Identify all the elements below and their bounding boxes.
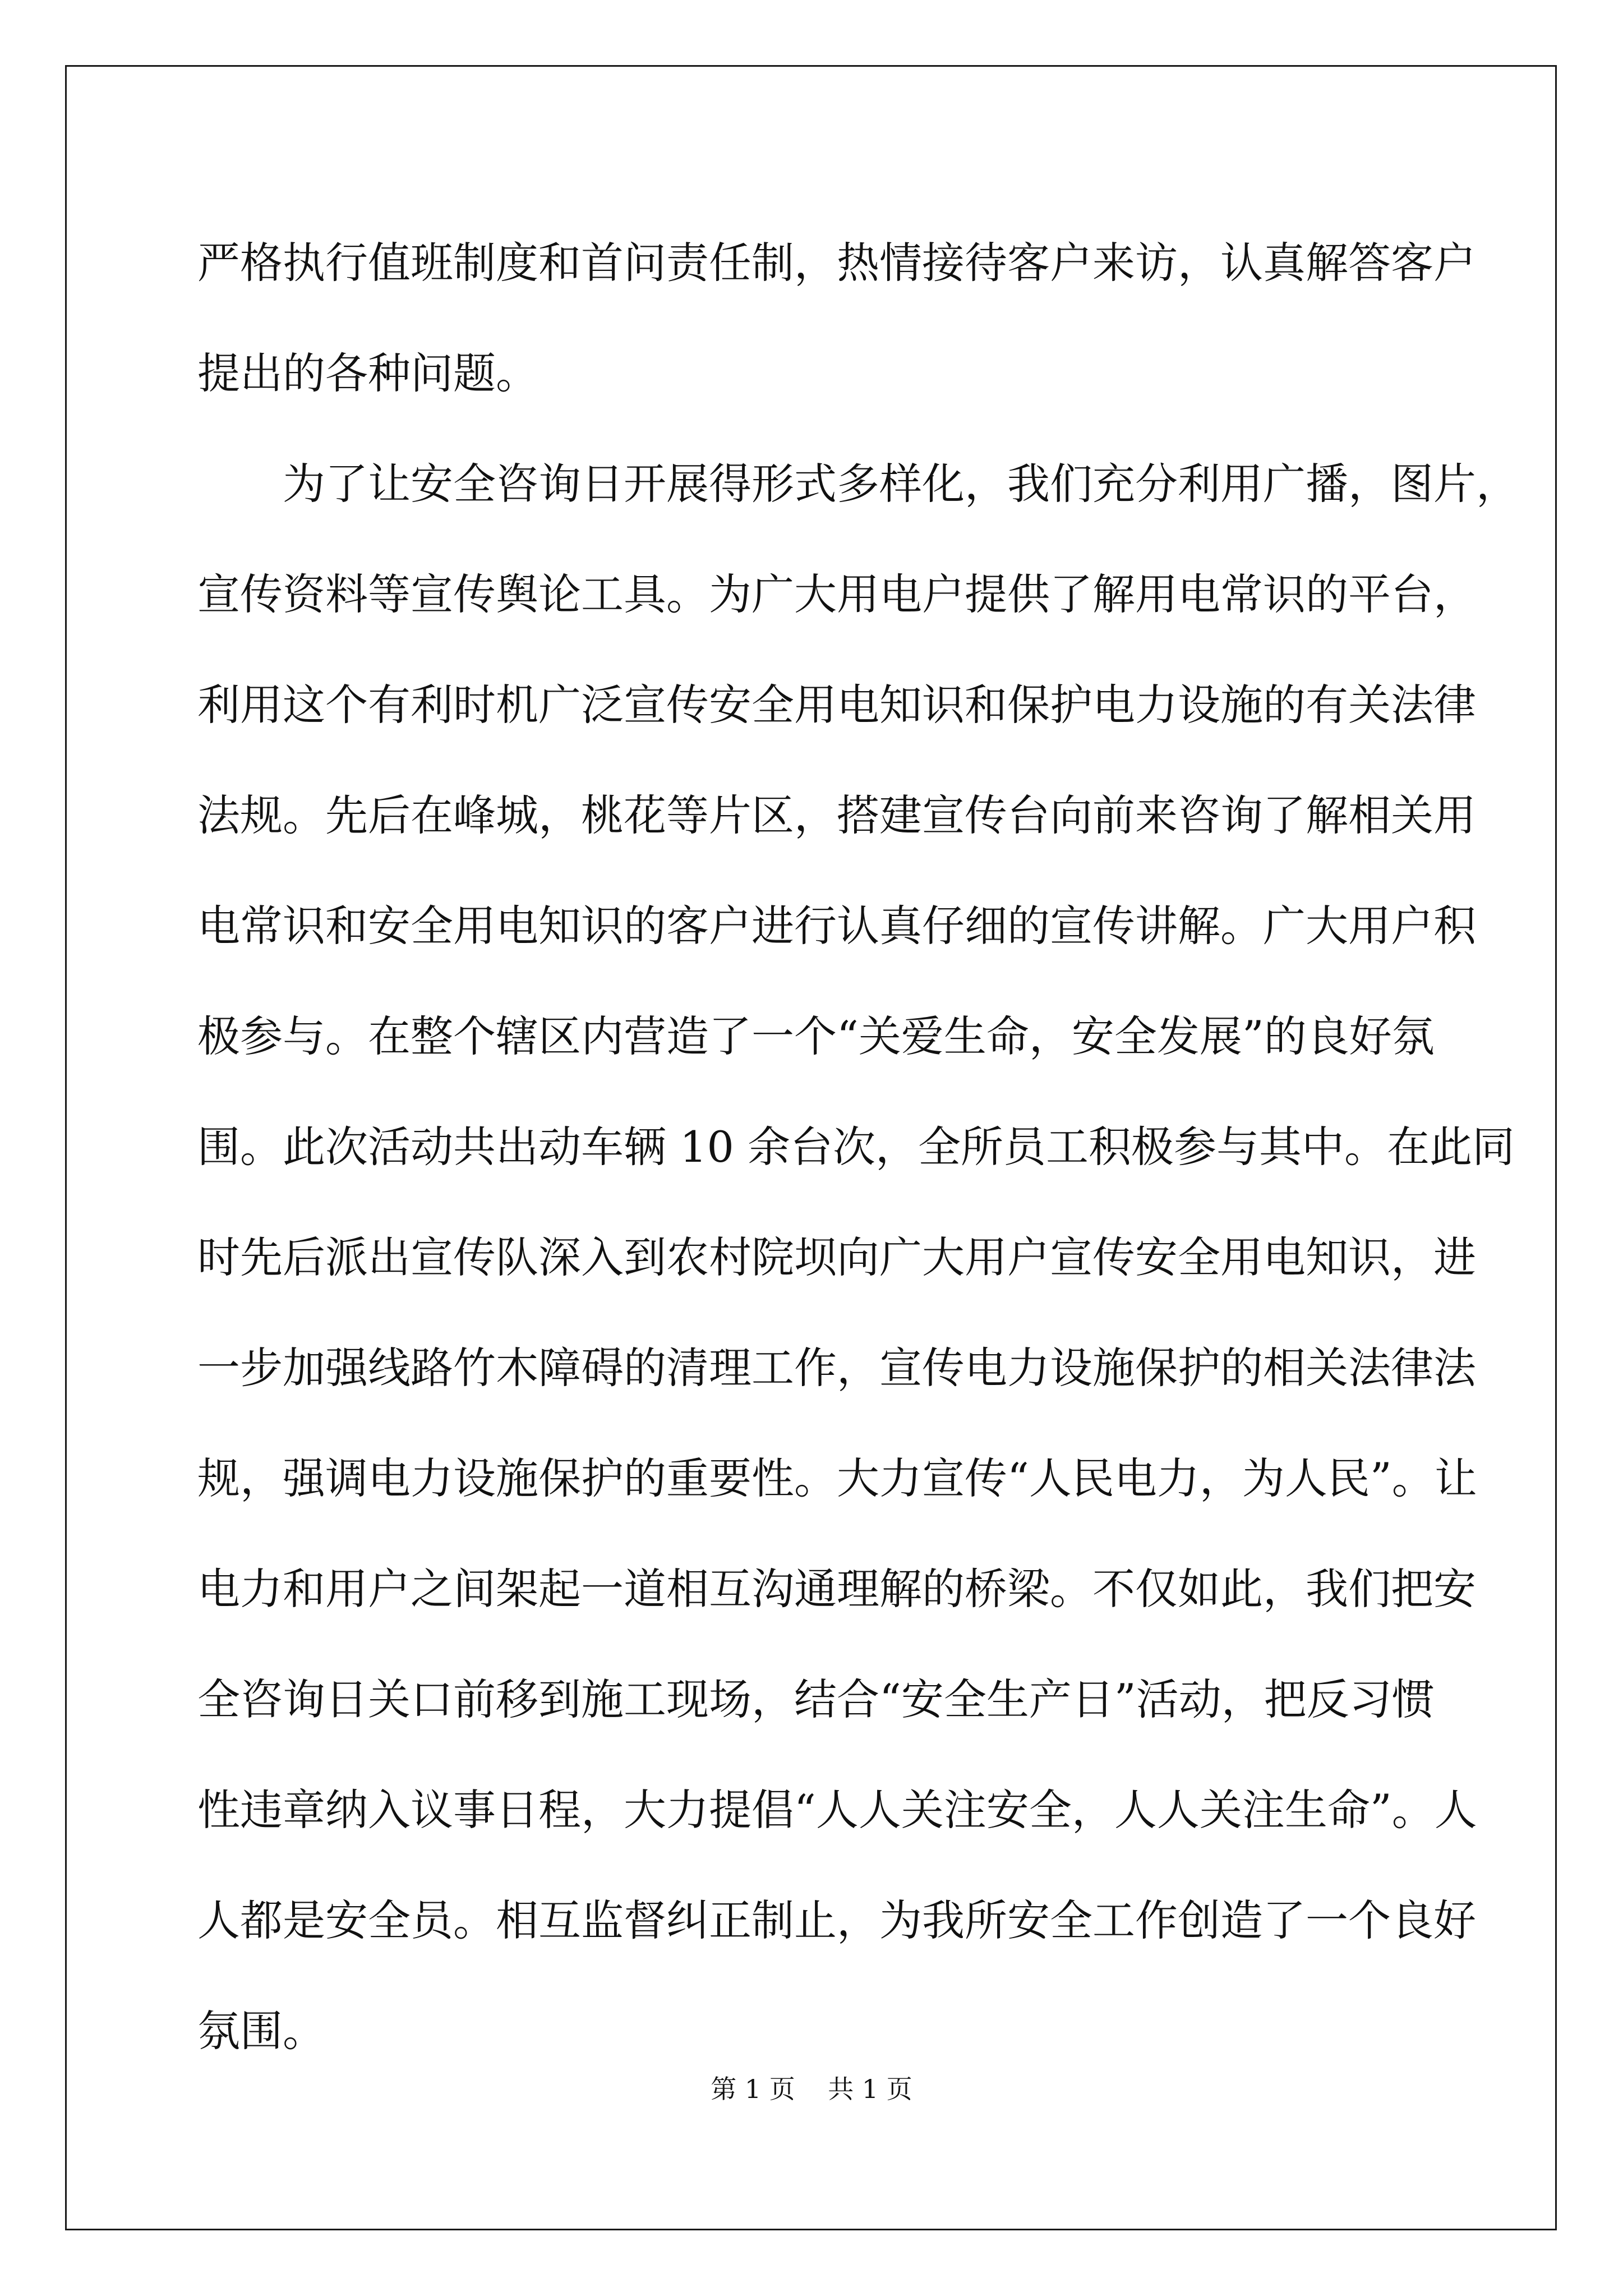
text-line: 规，强调电力设施保护的重要性。大力宣传“人民电力，为人民”。让: [197, 1453, 1477, 1503]
text-line: 宣传资料等宣传舆论工具。为广大用电户提供了解用电常识的平台，: [197, 569, 1476, 619]
text-line: 极参与。在整个辖区内营造了一个“关爱生命，安全发展”的良好氛: [197, 1011, 1435, 1061]
text-line: 电力和用户之间架起一道相互沟通理解的桥梁。不仅如此，我们把安: [197, 1564, 1476, 1614]
text-line: 氛围。: [197, 2006, 325, 2056]
text-line: 提出的各种问题。: [197, 348, 538, 398]
page-footer: 第 1 页 共 1 页: [711, 2074, 912, 2104]
text-line: 一步加强线路竹木障碍的清理工作，宣传电力设施保护的相关法律法: [197, 1343, 1476, 1393]
text-line: 为了让安全咨询日开展得形式多样化，我们充分利用广播，图片，: [283, 459, 1519, 509]
text-line: 法规。先后在峰城，桃花等片区，搭建宣传台向前来咨询了解相关用: [197, 790, 1476, 840]
text-line: 时先后派出宣传队深入到农村院坝向广大用户宣传安全用电知识，进: [197, 1232, 1476, 1282]
text-line: 全咨询日关口前移到施工现场，结合“安全生产日”活动，把反习惯: [197, 1674, 1435, 1724]
document-body: [197, 208, 1519, 2086]
paragraph-2: [197, 429, 1519, 2086]
text-line: 围。此次活动共出动车辆 10 余台次，全所员工积极参与其中。在此同: [197, 1122, 1515, 1172]
text-line: 电常识和安全用电知识的客户进行认真仔细的宣传讲解。广大用户积: [197, 901, 1476, 951]
paragraph-1: [197, 208, 1476, 429]
text-line: 人都是安全员。相互监督纠正制止，为我所安全工作创造了一个良好: [197, 1895, 1476, 1945]
text-line: 严格执行值班制度和首问责任制，热情接待客户来访，认真解答客户: [197, 238, 1476, 288]
text-line: 性违章纳入议事日程，大力提倡“人人关注安全，人人关注生命”。人: [197, 1785, 1477, 1835]
text-line: 利用这个有利时机广泛宣传安全用电知识和保护电力设施的有关法律: [197, 680, 1476, 730]
